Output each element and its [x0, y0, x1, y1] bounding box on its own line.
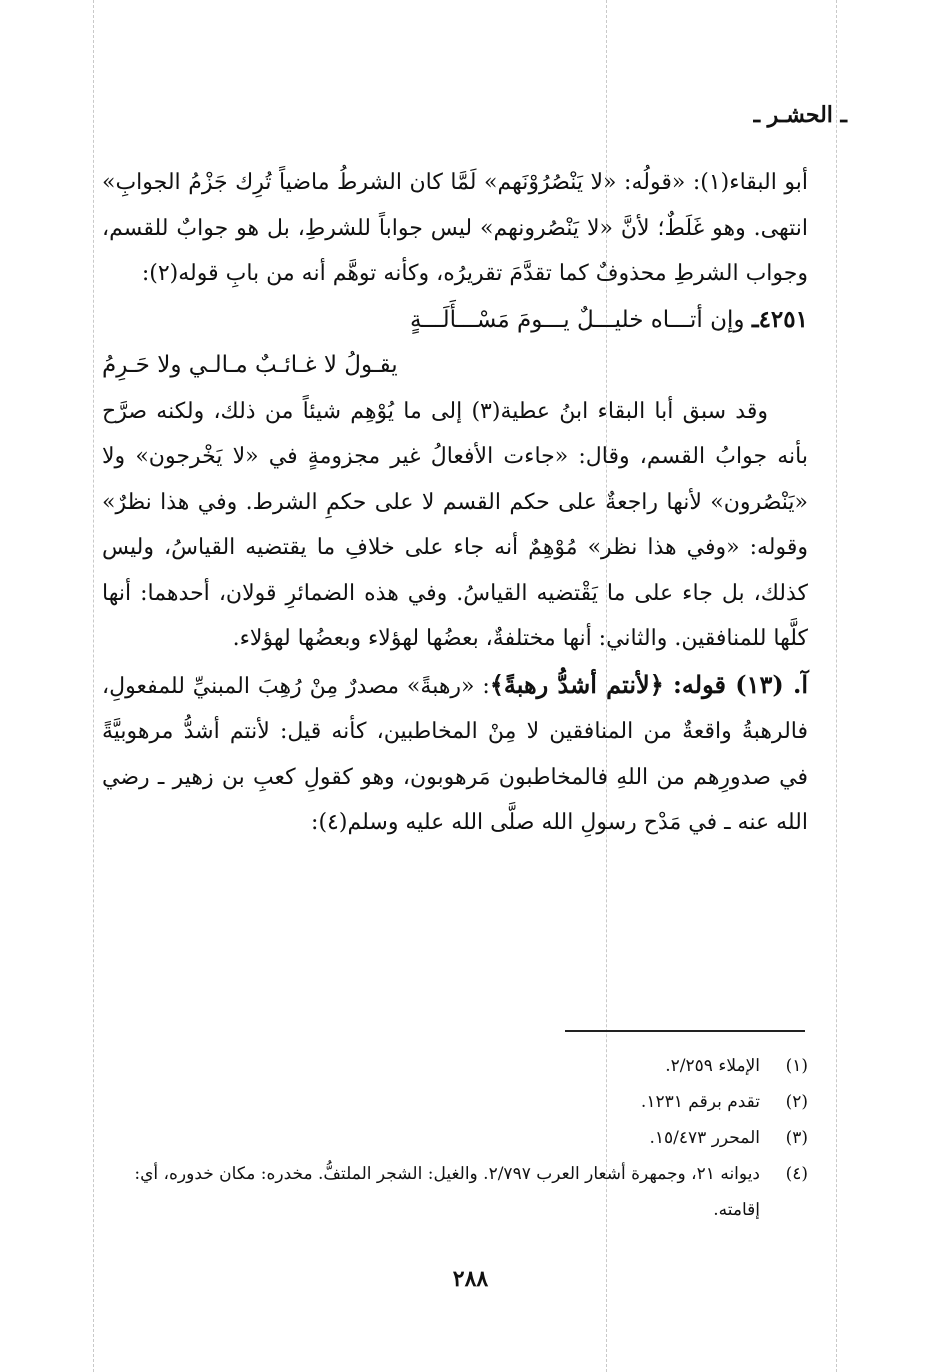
running-header: ـ الحشـر ـ: [753, 102, 847, 128]
footnote-separator: [565, 1030, 805, 1032]
paragraph-1: أبو البقاء(١): «قولُه: «لا يَنْصُرُوْنَهم» لَمَّا كان الشرطُ ماضياً تُرِك جَزْمُ الجوابِ» انتهى. وهو غَلَطٌ؛ لأنَّ «لا يَنْصُرونهم» ليس جواباً للشرطِ، بل هو جوابٌ للقسم، وجواب الشرطِ محذوفٌ كما تقدَّمَ تقريرُه، وكأنه توهَّم أنه من بابِ قوله(٢):: [102, 170, 808, 286]
footnote-2: [102, 1084, 808, 1120]
footnote-number: (٣): [785, 1128, 808, 1148]
page-number: ٢٨٨: [452, 1266, 489, 1292]
footnote-number: (٢): [785, 1092, 808, 1112]
paragraph-3-text: : «رهبةً» مصدرٌ مِنْ رُهِبَ المبنيِّ للمفعولِ، فالرهبةُ واقعةٌ من المنافقين لا مِنْ المخاطبين، كأنه قيل: لأنتم أشدُّ مرهوبيَّةً في صدورِهم من اللهِ فالمخاطبون مَرهوبون، وهو كقولِ كعبِ بن زهير ـ رضي الله عنه ـ في مَدْح رسولِ الله صلَّى الله عليه وسلم(٤):: [102, 673, 808, 835]
footnote-number: (٤): [785, 1164, 808, 1184]
footnote-3: [102, 1120, 808, 1156]
footnote-1: [102, 1048, 808, 1084]
paragraph-3: [102, 662, 808, 846]
guide-line-left: [93, 0, 94, 1372]
main-text: [102, 160, 808, 846]
verse-number: ٤٢٥١ـ: [751, 305, 808, 333]
footnote-text: الإملاء ٢/٢٥٩.: [665, 1056, 760, 1076]
quran-verse-heading: آ. (١٣) قوله: ﴿لأنتم أشدُّ رهبةً﴾: [489, 669, 808, 699]
footnote-4: [102, 1156, 808, 1228]
verse-line-1: وإن أتـــاه خليـــلٌ يـــومَ مَسْـــأَلَـــةٍ: [410, 306, 745, 333]
verse-second-hemistich: يقـولُ لا غـائـبٌ مـالـي ولا حَـرِمُ: [102, 351, 398, 378]
paragraph-2: وقد سبق أبا البقاء ابنُ عطية(٣) إلى ما يُوْهِم شيئاً من ذلك، ولكنه صرَّح بأنه جوابُ القسم، وقال: «جاءت الأفعالُ غير مجزومةٍ في «لا يَخْرجون» ولا «يَنْصُرون» لأنها راجعةٌ على حكم القسم لا على حكمِ الشرط. وفي هذا نظرٌ» وقوله: «وفي هذا نظر» مُوْهِمٌ أنه جاء على خلافِ ما يقتضيه القياسُ، وليس كذلك، بل جاء على ما يَقْتضيه القياسُ. وفي هذه الضمائرِ قولان، أحدهما: أنها كلَّها للمنافقين. والثاني: أنها مختلفةٌ، بعضُها لهؤلاء وبعضُها لهؤلاء.: [102, 398, 808, 651]
footnote-text: ديوانه ٢١، وجمهرة أشعار العرب ٢/٧٩٧. والغيل: الشجر الملتفُّ. مخدره: مكان خدوره، أي: إقامته.: [134, 1164, 760, 1220]
footnote-number: (١): [785, 1056, 808, 1076]
footnote-text: المحرر ١٥/٤٧٣.: [649, 1128, 760, 1148]
verse-first-hemistich: [410, 297, 808, 344]
guide-line-right: [836, 0, 837, 1372]
footnotes: [102, 1048, 808, 1228]
poetry-verse: [102, 297, 808, 389]
footnote-text: تقدم برقم ١٢٣١.: [640, 1092, 760, 1112]
